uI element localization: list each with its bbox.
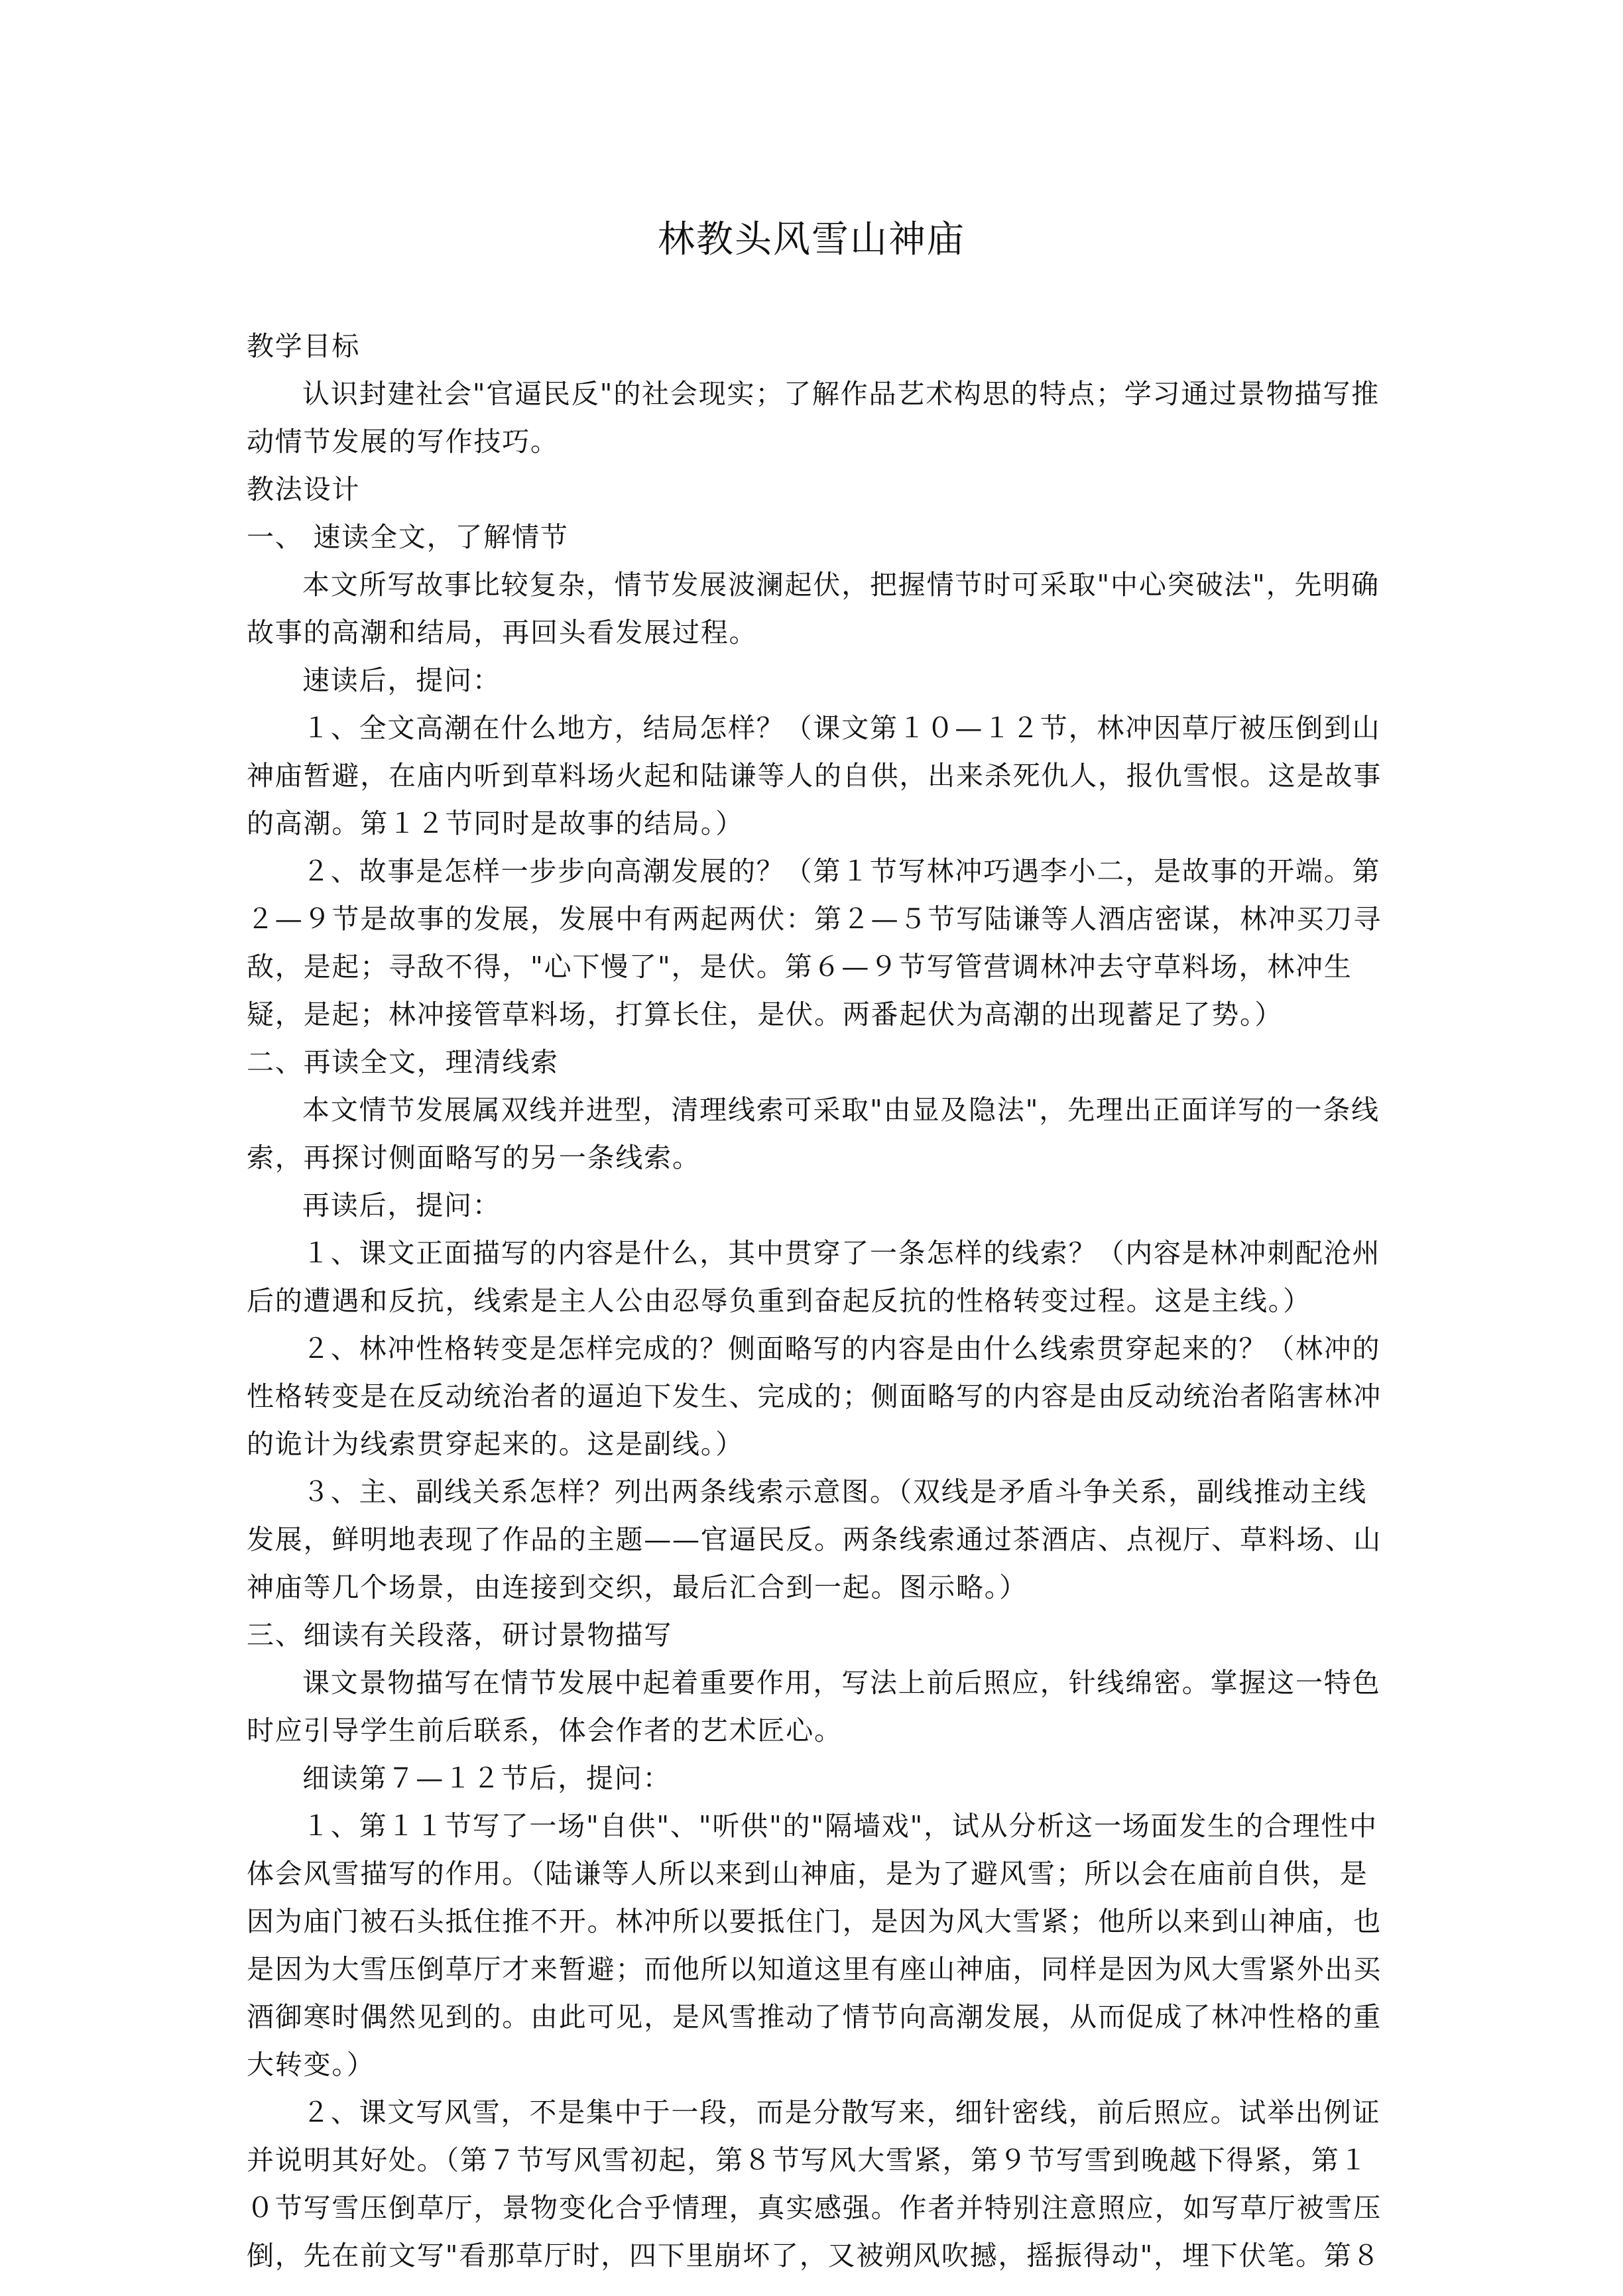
paragraph: 本文情节发展属双线并进型，清理线索可采取"由显及隐法"，先理出正面详写的一条线索，再探讨侧面略写的另一条线索。	[247, 1094, 1380, 1174]
paragraph: 再读后，提问：	[302, 1189, 501, 1221]
section-heading-part-two: 二、再读全文，理清线索	[247, 1046, 559, 1078]
paragraph: 本文所写故事比较复杂，情节发展波澜起伏，把握情节时可采取"中心突破法"，先明确故事的高潮和结局，再回头看发展过程。	[247, 569, 1380, 648]
section-heading-teaching-goals: 教学目标	[247, 330, 361, 362]
paragraph: ２、故事是怎样一步步向高潮发展的？（第１节写林冲巧遇李小二，是故事的开端。第２—９节是故事的发展，发展中有两起两伏：第２—５节写陆谦等人酒店密谋，林冲买刀寻敌，是起；寻敌不得，"心下慢了"，是伏。第６—９节写管营调林冲去守草料场，林冲生疑，是起；林冲接管草料场，打算长住，是伏。两番起伏为高潮的出现蓄足了势。）	[247, 855, 1382, 1030]
paragraph: 课文景物描写在情节发展中起着重要作用，写法上前后照应，针线绵密。掌握这一特色时应引导学生前后联系，体会作者的艺术匠心。	[247, 1667, 1381, 1746]
paragraph: ２、课文写风雪，不是集中于一段，而是分散写来，细针密线，前后照应。试举出例证并说明其好处。（第７节写风雪初起，第８节写风大雪紧，第９节写雪到晚越下得紧，第１０节写雪压倒草厅，景物变化合乎情理，真实感强。作者并特别注意照应，如写草厅被雪压倒，先在前文写"看那草厅时，四下里崩坏了，又被朔风吹撼，摇振得动"，埋下伏笔。第８	[247, 2096, 1382, 2271]
paragraph-teaching-goals: 认识封建社会"官逼民反"的社会现实；了解作品艺术构思的特点；学习通过景物描写推动情节发展的写作技巧。	[247, 378, 1380, 457]
section-heading-method-design: 教法设计	[247, 473, 361, 505]
document-title: 林教头风雪山神庙	[658, 218, 965, 261]
paragraph: 细读第７—１２节后，提问：	[302, 1762, 672, 1794]
document-body	[247, 322, 1387, 2279]
section-heading-part-three: 三、细读有关段落，研讨景物描写	[247, 1619, 672, 1651]
paragraph: １、第１１节写了一场"自供"、"听供"的"隔墙戏"，试从分析这一场面发生的合理性中体会风雪描写的作用。（陆谦等人所以来到山神庙，是为了避风雪；所以会在庙前自供，是因为庙门被石头抵住推不开。林冲所以要抵住门，是因为风大雪紧；他所以来到山神庙，也是因为大雪压倒草厅才来暂避；而他所以知道这里有座山神庙，同样是因为风大雪紧外出买酒御寒时偶然见到的。由此可见，是风雪推动了情节向高潮发展，从而促成了林冲性格的重大转变。）	[247, 1810, 1382, 2081]
paragraph: ２、林冲性格转变是怎样完成的？侧面略写的内容是由什么线索贯穿起来的？（林冲的性格转变是在反动统治者的逼迫下发生、完成的；侧面略写的内容是由反动统治者陷害林冲的诡计为线索贯穿起来的。这是副线。）	[247, 1333, 1382, 1460]
paragraph: １、全文高潮在什么地方，结局怎样？（课文第１０—１２节，林冲因草厅被压倒到山神庙暂避，在庙内听到草料场火起和陆谦等人的自供，出来杀死仇人，报仇雪恨。这是故事的高潮。第１２节同时是故事的结局。）	[247, 712, 1382, 839]
paragraph: 速读后，提问：	[302, 664, 501, 696]
section-heading-part-one: 一、 速读全文，了解情节	[247, 521, 569, 553]
paragraph: １、课文正面描写的内容是什么，其中贯穿了一条怎样的线索？（内容是林冲刺配沧州后的遭遇和反抗，线索是主人公由忍辱负重到奋起反抗的性格转变过程。这是主线。）	[247, 1237, 1381, 1317]
paragraph: ３、主、副线关系怎样？列出两条线索示意图。（双线是矛盾斗争关系，副线推动主线发展，鲜明地表现了作品的主题——官逼民反。两条线索通过茶酒店、点视厅、草料场、山神庙等几个场景，由连接到交织，最后汇合到一起。图示略。）	[247, 1476, 1382, 1603]
